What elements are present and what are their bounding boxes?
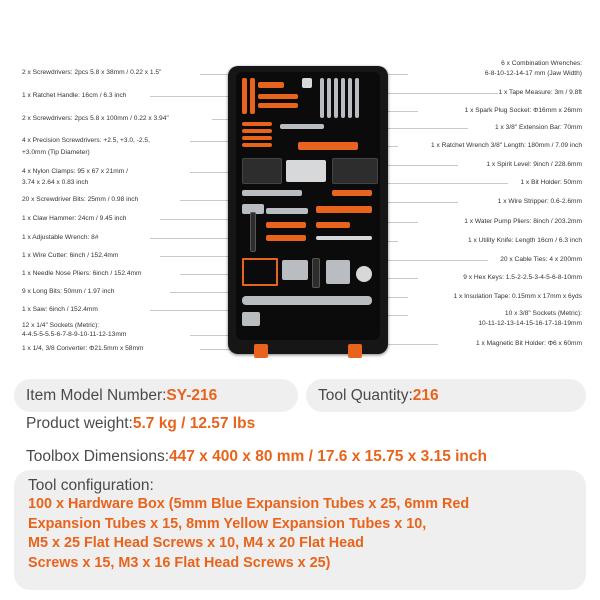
weight-label: Product weight:: [26, 414, 133, 432]
callout-left-needle-nose-pliers: 1 x Needle Nose Pliers: 6inch / 152.4mm: [22, 270, 142, 277]
leader-line: [150, 310, 240, 311]
ratchet-handle-icon: [258, 82, 284, 88]
long-bits-icon: [282, 260, 308, 280]
magnetic-bit-holder-icon: [312, 258, 320, 288]
callout-right-hex-keys: 9 x Hex Keys: 1.5-2-2.5-3-4-5-6-8-10mm: [463, 274, 582, 281]
combination-wrench-icon: [348, 78, 352, 118]
leader-line: [150, 238, 240, 239]
tool-quantity-value: 216: [412, 386, 439, 404]
tool-configuration-line-4: Screws x 15, M3 x 16 Flat Head Screws x 25): [28, 554, 331, 571]
toolbox-tray: [236, 72, 380, 340]
tool-configuration-line-3: M5 x 25 Flat Head Screws x 10, M4 x 20 Flat Head: [28, 535, 364, 551]
callout-right-sockets-3-8-1: 10 x 3/8" Sockets (Metric):: [504, 310, 582, 317]
latch-right: [348, 344, 362, 358]
hex-keys-icon: [326, 260, 350, 284]
combination-wrench-icon: [327, 78, 331, 118]
precision-screwdriver-icon: [242, 143, 272, 147]
callout-left-claw-hammer: 1 x Claw Hammer: 24cm / 9.45 inch: [22, 215, 127, 222]
callout-right-insulation-tape: 1 x Insulation Tape: 0.15mm x 17mm x 6yds: [453, 293, 582, 300]
callout-left-precision-screwdrivers-1: 4 x Precision Screwdrivers: +2.5, +3.0, -2.5,: [22, 137, 150, 144]
callout-left-ratchet-handle: 1 x Ratchet Handle: 16cm / 6.3 inch: [22, 92, 127, 99]
leader-line: [378, 165, 458, 166]
adjustable-wrench-icon: [266, 208, 308, 214]
callout-right-cable-ties: 20 x Cable Ties: 4 x 200mm: [500, 256, 582, 263]
tool-quantity-label: Tool Quantity:: [318, 386, 413, 404]
hammer-handle-icon: [250, 212, 256, 252]
precision-screwdriver-icon: [242, 122, 272, 126]
callout-right-utility-knife: 1 x Utility Knife: Length 16cm / 6.3 inch: [468, 237, 582, 244]
callout-left-precision-screwdrivers-2: +3.0mm (Tip Diameter): [22, 149, 90, 156]
callout-left-long-bits: 9 x Long Bits: 50mm / 1.97 inch: [22, 288, 115, 295]
tool-configuration-line-1: 100 x Hardware Box (5mm Blue Expansion Tubes x 25, 6mm Red: [28, 496, 470, 512]
saw-icon: [242, 258, 278, 286]
insulation-tape-icon: [356, 266, 372, 282]
toolbox-case: [228, 66, 388, 354]
ratchet-wrench-icon: [280, 124, 324, 129]
utility-knife-icon: [316, 222, 350, 228]
callout-right-bit-holder: 1 x Bit Holder: 50mm: [520, 179, 582, 186]
callout-right-sockets-3-8-2: 10-11-12-13-14-15-16-17-18-19mm: [478, 320, 582, 327]
callout-left-sockets-quarter-2: 4-4.5-5-5.5-6-7-8-9-10-11-12-13mm: [22, 331, 127, 338]
leader-line: [378, 183, 508, 184]
callout-right-water-pump-pliers: 1 x Water Pump Pliers: 8inch / 203.2mm: [464, 218, 582, 225]
dimensions-value: 447 x 400 x 80 mm / 17.6 x 15.75 x 3.15 inch: [169, 447, 487, 465]
combination-wrench-icon: [355, 78, 359, 118]
wire-cutter-icon: [266, 222, 306, 228]
leader-line: [378, 128, 468, 129]
leader-line: [378, 260, 488, 261]
leader-line: [150, 96, 240, 97]
callout-left-wire-cutter: 1 x Wire Cutter: 6inch / 152.4mm: [22, 252, 119, 259]
hardware-box-icon: [286, 160, 326, 182]
callout-right-extension-bar: 1 x 3/8" Extension Bar: 70mm: [494, 124, 582, 131]
spirit-level-icon: [298, 142, 358, 150]
callout-left-screwdrivers-long: 2 x Screwdrivers: 2pcs 5.8 x 100mm / 0.22 x 3.94": [22, 115, 169, 122]
model-number-label: Item Model Number:: [26, 386, 167, 404]
combination-wrench-icon: [320, 78, 324, 118]
callout-left-sockets-quarter-1: 12 x 1/4" Sockets (Metric):: [22, 322, 100, 329]
screwdriver-icon: [250, 78, 255, 114]
screwdriver-icon: [242, 78, 247, 114]
tool-configuration-label: Tool configuration:: [28, 477, 154, 494]
callout-left-nylon-clamps-1: 4 x Nylon Clamps: 95 x 67 x 21mm /: [22, 168, 128, 175]
callout-right-magnetic-bit-holder: 1 x Magnetic Bit Holder: Φ6 x 60mm: [475, 340, 582, 347]
callout-right-combination-wrenches-2: 6-8-10-12-14-17 mm (Jaw Width): [484, 70, 582, 77]
combination-wrench-icon: [341, 78, 345, 118]
callout-left-screwdriver-bits: 20 x Screwdriver Bits: 25mm / 0.98 inch: [22, 196, 139, 203]
cable-ties-icon: [316, 236, 372, 240]
needle-nose-pliers-icon: [266, 235, 306, 241]
combination-wrench-icon: [334, 78, 338, 118]
callout-right-tape-measure: 1 x Tape Measure: 3m / 9.8ft: [498, 89, 582, 96]
callout-left-nylon-clamps-2: 3.74 x 2.64 x 0.83 inch: [22, 179, 89, 186]
callout-left-screwdrivers-short: 2 x Screwdrivers: 2pcs 5.8 x 38mm / 0.22 x 1.5": [22, 69, 162, 76]
tape-measure-icon: [302, 78, 312, 88]
leader-line: [378, 202, 458, 203]
callout-right-spirit-level: 1 x Spirit Level: 9inch / 228.6mm: [486, 161, 582, 168]
screwdriver-bits-icon: [242, 190, 302, 196]
callout-right-spark-plug-socket: 1 x Spark Plug Socket: Φ16mm x 26mm: [464, 107, 582, 114]
converter-icon: [242, 312, 260, 326]
precision-screwdriver-icon: [242, 136, 272, 140]
latch-left: [254, 344, 268, 358]
model-number-value: SY-216: [166, 386, 218, 404]
callout-right-ratchet-wrench: 1 x Ratchet Wrench 3/8" Length: 180mm / 7.09 inch: [430, 142, 582, 149]
callout-left-converter: 1 x 1/4, 3/8 Converter: Φ21.5mm x 58mm: [22, 345, 144, 352]
nylon-clamp-icon: [242, 158, 282, 184]
callout-left-saw: 1 x Saw: 6inch / 152.4mm: [22, 306, 98, 313]
screwdriver-icon: [258, 103, 298, 108]
dimensions-label: Toolbox Dimensions:: [26, 447, 170, 465]
nylon-clamp-icon: [332, 158, 378, 184]
dimensions-panel: [14, 440, 586, 473]
leader-line: [378, 93, 498, 94]
sockets-row-icon: [242, 296, 372, 305]
callout-right-combination-wrenches-1: 6 x Combination Wrenches:: [501, 60, 582, 67]
wire-stripper-icon: [332, 190, 372, 196]
tool-configuration-line-2: Expansion Tubes x 15, 8mm Yellow Expansion Tubes x 10,: [28, 515, 427, 532]
tool-configuration-panel: [14, 470, 586, 590]
screwdriver-icon: [258, 94, 298, 99]
callout-right-wire-stripper: 1 x Wire Stripper: 0.6-2.6mm: [497, 198, 582, 205]
weight-value: 5.7 kg / 12.57 lbs: [132, 414, 256, 432]
callout-left-adjustable-wrench: 1 x Adjustable Wrench: 8#: [22, 234, 99, 241]
precision-screwdriver-icon: [242, 129, 272, 133]
water-pump-pliers-icon: [316, 206, 372, 213]
weight-panel: [14, 407, 586, 440]
